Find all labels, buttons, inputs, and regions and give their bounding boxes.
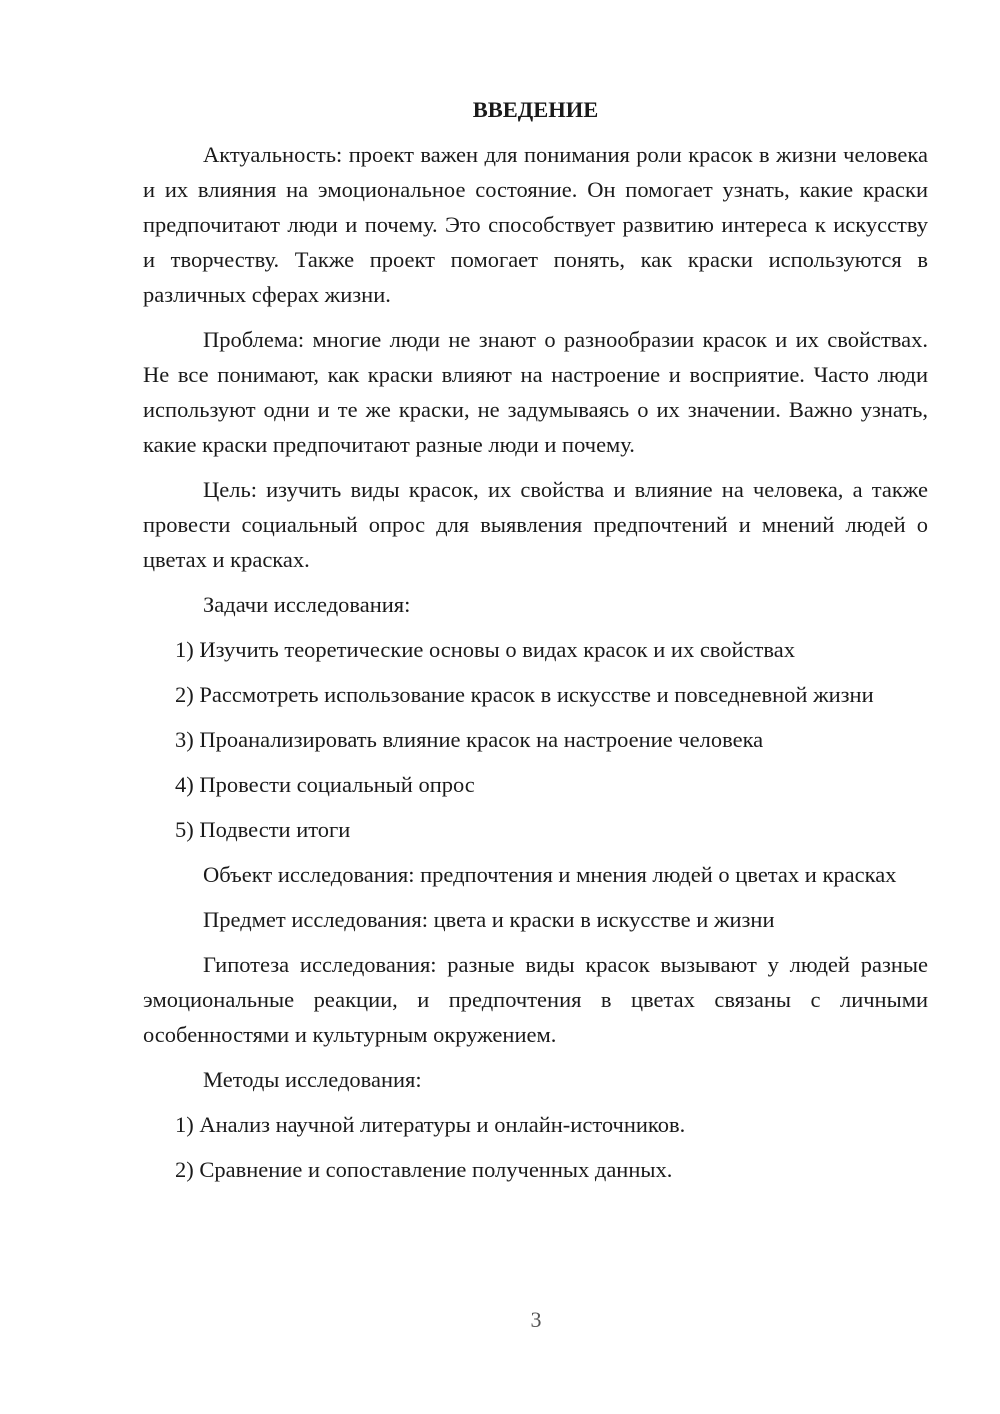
methods-heading: Методы исследования: (203, 1067, 422, 1092)
method-item: 2) Сравнение и сопоставление полученных данных. (175, 1157, 673, 1182)
object-paragraph: Объект исследования: предпочтения и мнения людей о цветах и красках (203, 862, 897, 887)
task-item: 3) Проанализировать влияние красок на настроение человека (175, 727, 764, 752)
tasks-heading: Задачи исследования: (203, 592, 411, 617)
task-item: 1) Изучить теоретические основы о видах красок и их свойствах (175, 637, 795, 662)
task-item: 4) Провести социальный опрос (175, 772, 475, 797)
section-title: ВВЕДЕНИЕ (472, 97, 599, 122)
page-content (143, 92, 928, 1197)
goal-paragraph: Цель: изучить виды красок, их свойства и влияние на человека, а также провести социальный опрос для выявления предпочтений и мнений людей о цветах и красках. (143, 477, 928, 572)
task-item: 5) Подвести итоги (175, 817, 351, 842)
hypothesis-paragraph: Гипотеза исследования: разные виды красок вызывают у людей разные эмоциональные реакции, и предпочтения в цветах связаны с личными особенностями и культурным окружением. (143, 952, 928, 1047)
page-number: 3 (530, 1307, 542, 1332)
method-item: 1) Анализ научной литературы и онлайн-источников. (175, 1112, 686, 1137)
task-item: 2) Рассмотреть использование красок в искусстве и повседневной жизни (175, 682, 874, 707)
problem-paragraph: Проблема: многие люди не знают о разнообразии красок и их свойствах. Не все понимают, как краски влияют на настроение и восприятие. Часто люди используют одни и те же краски, не задумываясь о их значении. Важно узнать, какие краски предпочитают разные люди и почему. (143, 327, 928, 457)
subject-paragraph: Предмет исследования: цвета и краски в искусстве и жизни (203, 907, 775, 932)
relevance-paragraph: Актуальность: проект важен для понимания роли красок в жизни человека и их влияния на эмоциональное состояние. Он помогает узнать, какие краски предпочитают люди и почему. Это способствует развитию интереса к искусству и творчеству. Также проект помогает понять, как краски используются в различных сферах жизни. (143, 142, 928, 307)
